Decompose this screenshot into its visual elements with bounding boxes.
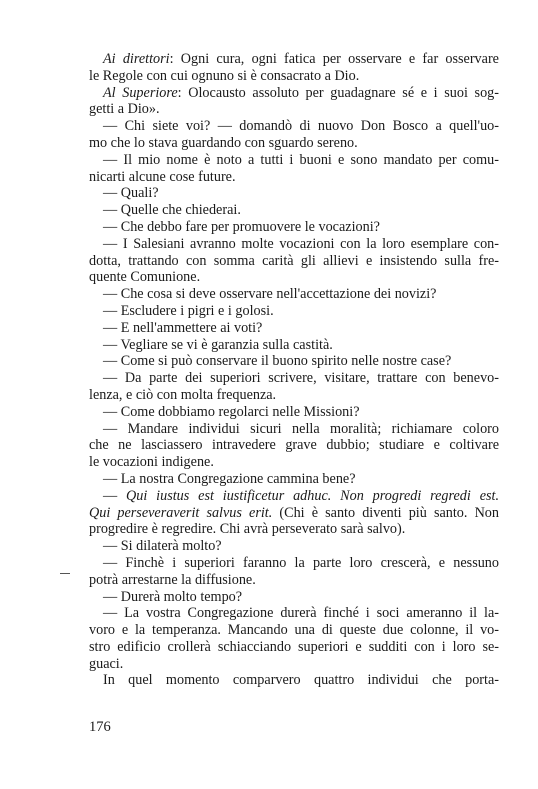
text-run: — Come dobbiamo regolarci nelle Missioni? — [103, 403, 360, 420]
text-line — [89, 454, 499, 471]
italic-text: Ai direttori — [103, 51, 170, 67]
text-run: — La nostra Congregazione cammina bene? — [103, 470, 356, 487]
text-run: che ne lasciassero intravedere grave dubbio; studiare e coltivare — [89, 437, 499, 454]
text-line — [89, 605, 499, 622]
text-line — [89, 622, 499, 639]
text-line — [89, 505, 499, 522]
text-run: : Ogni cura, ogni fatica per osservare e far osservare — [169, 51, 499, 67]
text-line — [89, 169, 499, 186]
text-run: — Quelle che chiederai. — [103, 202, 241, 219]
text-run: — E nell'ammettere ai voti? — [103, 319, 263, 336]
text-line — [89, 68, 499, 85]
text-line — [89, 185, 499, 202]
text-line — [89, 236, 499, 253]
text-run: stro edificio crollerà schiacciando superiori e sudditi con i loro se- — [89, 638, 499, 655]
text-run: guaci. — [89, 655, 124, 672]
text-run: lenza, e ciò con molta frequenza. — [89, 386, 277, 403]
text-line — [89, 589, 499, 606]
text-run: le vocazioni indigene. — [89, 454, 214, 471]
text-line — [89, 437, 499, 454]
text-line — [89, 555, 499, 572]
text-line — [89, 471, 499, 488]
text-run: — Che debbo fare per promuovere le vocazioni? — [103, 218, 380, 235]
text-run: — Vegliare se vi è garanzia sulla castità. — [103, 336, 333, 353]
text-run: voro e la temperanza. Mancando una di queste due colonne, il vo- — [89, 622, 499, 639]
text-line — [89, 152, 499, 169]
text-run: — Chi siete voi? — domandò di nuovo Don Bosco a quell'uo- — [103, 118, 499, 135]
text-run: mo che lo stava guardando con sguardo sereno. — [89, 134, 358, 151]
text-line — [89, 286, 499, 303]
text-line — [89, 253, 499, 270]
italic-text: Qui iustus est iustificetur adhuc. Non progredi regredi est. — [126, 487, 500, 504]
text-line — [89, 135, 499, 152]
text-line — [89, 85, 499, 102]
text-line — [89, 51, 499, 68]
italic-text: Qui perseveraverit salvus erit. — [89, 504, 273, 521]
text-run: nicarti alcune cose future. — [89, 168, 236, 185]
page-number: 176 — [89, 719, 111, 735]
text-line — [89, 101, 499, 118]
text-line — [89, 269, 499, 286]
text-line — [89, 337, 499, 354]
text-line — [89, 538, 499, 555]
text-run: potrà arrestarne la diffusione. — [89, 571, 256, 588]
text-run: — Si dilaterà molto? — [103, 538, 222, 555]
text-run: — Che cosa si deve osservare nell'accettazione dei novizi? — [103, 286, 437, 303]
text-line — [89, 672, 499, 689]
text-run: progredire è regredire. Chi avrà perseverato sarà salvo). — [89, 521, 406, 538]
text-run: — Da parte dei superiori scrivere, visitare, trattare con benevo- — [103, 370, 499, 387]
text-line — [89, 370, 499, 387]
italic-text: Al Superiore — [103, 84, 178, 101]
text-line — [89, 421, 499, 438]
margin-mark — [60, 573, 70, 574]
text-run: In quel momento comparvero quattro individui che porta- — [103, 672, 499, 689]
text-line — [89, 572, 499, 589]
text-line — [89, 639, 499, 656]
text-run: — Finchè i superiori faranno la parte loro crescerà, e nessuno — [103, 554, 499, 571]
text-run: dotta, trattando con somma carità gli allievi e insistendo sulla fre- — [89, 252, 499, 269]
text-run: — Il mio nome è noto a tutti i buoni e sono mandato per comu- — [103, 151, 499, 168]
text-run: — Mandare individui sicuri nella moralità; richiamare coloro — [103, 420, 499, 437]
text-run: : Olocausto assoluto per guadagnare sé e i suoi sog- — [177, 84, 499, 101]
text-run: — Escludere i pigri e i golosi. — [103, 302, 274, 319]
text-run: quente Comunione. — [89, 269, 201, 286]
text-line — [89, 656, 499, 673]
text-line — [89, 303, 499, 320]
text-line — [89, 404, 499, 421]
text-line — [89, 118, 499, 135]
text-run: — — [103, 487, 127, 504]
text-run: — I Salesiani avranno molte vocazioni con la loro esemplare con- — [103, 235, 499, 252]
text-run: (Chi è santo diventi più santo. Non — [272, 504, 499, 521]
text-line — [89, 202, 499, 219]
text-line — [89, 387, 499, 404]
body-text — [89, 51, 499, 689]
text-run: — Come si può conservare il buono spirito nelle nostre case? — [103, 353, 452, 370]
text-line — [89, 353, 499, 370]
text-run: le Regole con cui ognuno si è consacrato a Dio. — [89, 67, 360, 84]
text-line — [89, 219, 499, 236]
text-line — [89, 320, 499, 337]
text-run: — Quali? — [103, 185, 159, 202]
text-run: — La vostra Congregazione durerà finché i soci ameranno il la- — [103, 605, 499, 622]
text-run: — Durerà molto tempo? — [103, 588, 243, 605]
text-line — [89, 488, 499, 505]
text-line — [89, 521, 499, 538]
text-run: getti a Dio». — [89, 101, 160, 118]
